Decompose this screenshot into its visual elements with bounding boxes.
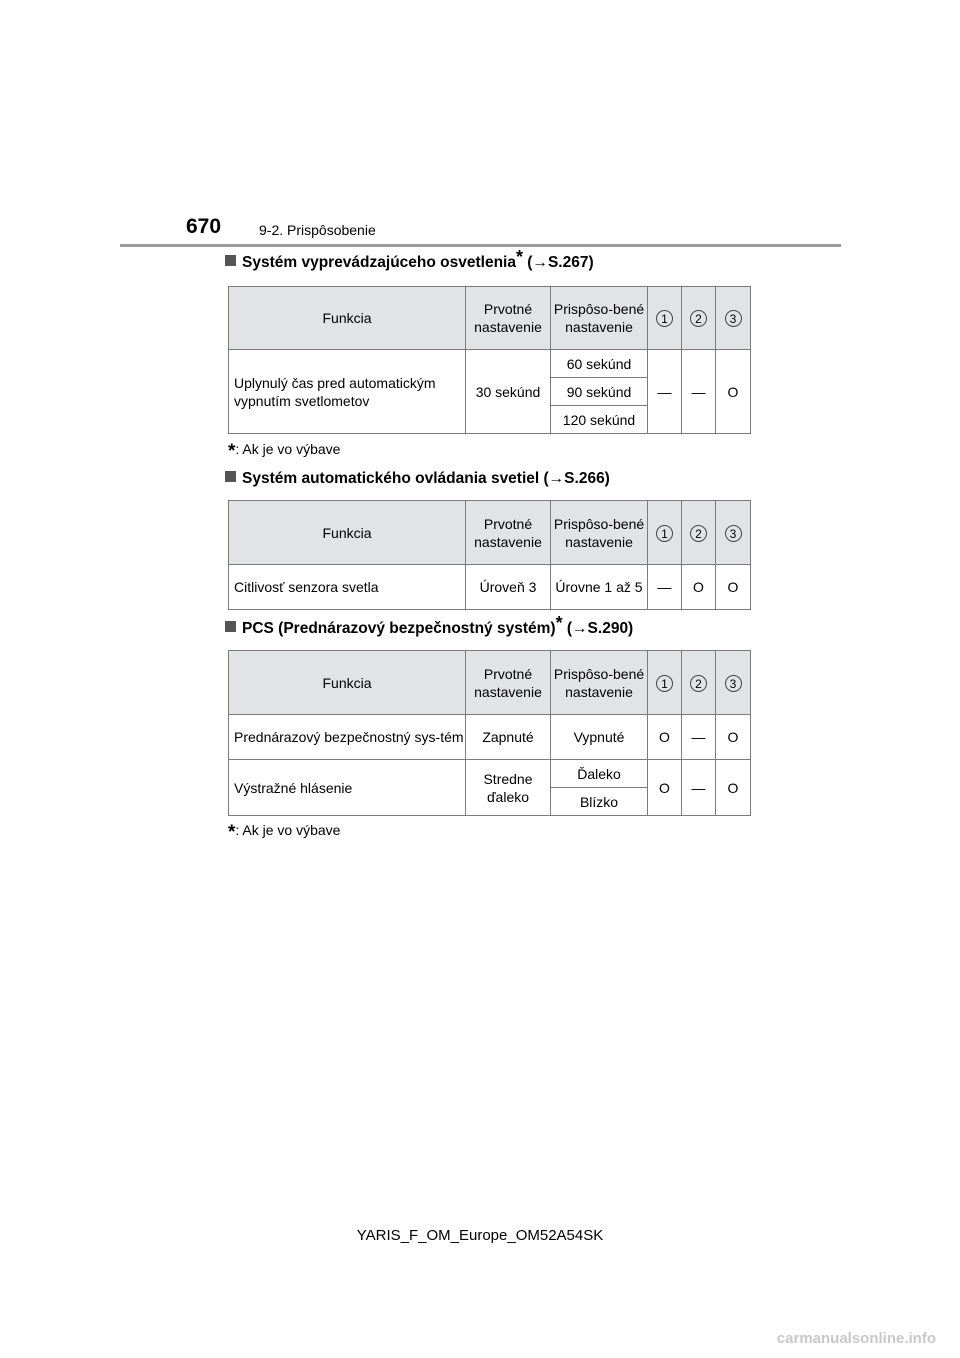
section2-heading	[225, 470, 610, 488]
cell-function: Citlivosť senzora svetla	[229, 565, 466, 610]
page-number: 670	[186, 215, 222, 238]
section1-table	[228, 286, 751, 434]
section3-heading	[225, 613, 634, 638]
cell-col2: O	[682, 565, 716, 610]
cell-col1: —	[648, 565, 682, 610]
circle-1-icon: 1	[656, 525, 673, 542]
circle-2-icon: 2	[690, 310, 707, 327]
cell-initial: Zapnuté	[466, 715, 551, 760]
circle-1-icon: 1	[656, 675, 673, 692]
header-initial: Prvotné nastavenie	[466, 501, 551, 565]
cell-col3: O	[716, 350, 751, 434]
circle-3-icon: 3	[725, 310, 742, 327]
section1-note: *: Ak je vo výbave	[228, 441, 341, 462]
watermark: carmanualsonline.info	[776, 1330, 936, 1347]
cell-col2: —	[682, 350, 716, 434]
cell-col1: —	[648, 350, 682, 434]
cell-option: 120 sekúnd	[551, 406, 648, 434]
cell-function: Prednárazový bezpečnostný sys-tém	[229, 715, 466, 760]
cell-col1: O	[648, 760, 682, 816]
header-function: Funkcia	[229, 501, 466, 565]
note-star: *	[228, 441, 236, 462]
note-star: *	[228, 822, 236, 843]
cell-col3: O	[716, 565, 751, 610]
cell-custom: Vypnuté	[551, 715, 648, 760]
circle-2-icon: 2	[690, 675, 707, 692]
section1-title: Systém vyprevádzajúceho osvetlenia	[242, 254, 516, 271]
section2-title: Systém automatického ovládania svetiel	[242, 470, 540, 487]
footer-code: YARIS_F_OM_Europe_OM52A54SK	[356, 1227, 604, 1244]
bullet-square-icon	[225, 621, 236, 632]
header-function: Funkcia	[229, 651, 466, 715]
bullet-square-icon	[225, 471, 236, 482]
section1-ref: (→S.267)	[527, 254, 594, 271]
header-initial: Prvotné nastavenie	[466, 287, 551, 350]
cell-col2: —	[682, 715, 716, 760]
cell-col1: O	[648, 715, 682, 760]
section3-star: *	[555, 613, 563, 633]
cell-initial: Úroveň 3	[466, 565, 551, 610]
header-function: Funkcia	[229, 287, 466, 350]
header-custom: Prispôso-bené nastavenie	[551, 501, 648, 565]
cell-option: Blízko	[551, 788, 648, 816]
cell-col3: O	[716, 760, 751, 816]
header-custom: Prispôso-bené nastavenie	[551, 287, 648, 350]
cell-initial: 30 sekúnd	[466, 350, 551, 434]
cell-initial: Stredne ďaleko	[466, 760, 551, 816]
section3-ref: (→S.290)	[566, 620, 634, 637]
section3-note: *: Ak je vo výbave	[228, 822, 341, 843]
cell-custom: Úrovne 1 až 5	[551, 565, 648, 610]
section-label: 9-2. Prispôsobenie	[259, 222, 376, 238]
section3-table	[228, 650, 751, 816]
cell-col2: —	[682, 760, 716, 816]
section2-ref: (→S.266)	[543, 470, 610, 487]
circle-1-icon: 1	[656, 310, 673, 327]
cell-option: Ďaleko	[551, 760, 648, 788]
section3-title: PCS (Prednárazový bezpečnostný systém)	[242, 620, 556, 637]
cell-option: 90 sekúnd	[551, 378, 648, 406]
header-custom: Prispôso-bené nastavenie	[551, 651, 648, 715]
section1-heading	[225, 247, 594, 272]
circle-3-icon: 3	[725, 525, 742, 542]
cell-function: Výstražné hlásenie	[229, 760, 466, 816]
header-initial: Prvotné nastavenie	[466, 651, 551, 715]
bullet-square-icon	[225, 255, 236, 266]
section1-star: *	[515, 247, 523, 267]
cell-option: 60 sekúnd	[551, 350, 648, 378]
section2-table	[228, 500, 751, 610]
header-rule	[120, 244, 841, 247]
circle-2-icon: 2	[690, 525, 707, 542]
cell-function: Uplynulý čas pred automatickým vypnutím svetlometov	[229, 350, 466, 434]
circle-3-icon: 3	[725, 675, 742, 692]
cell-col3: O	[716, 715, 751, 760]
